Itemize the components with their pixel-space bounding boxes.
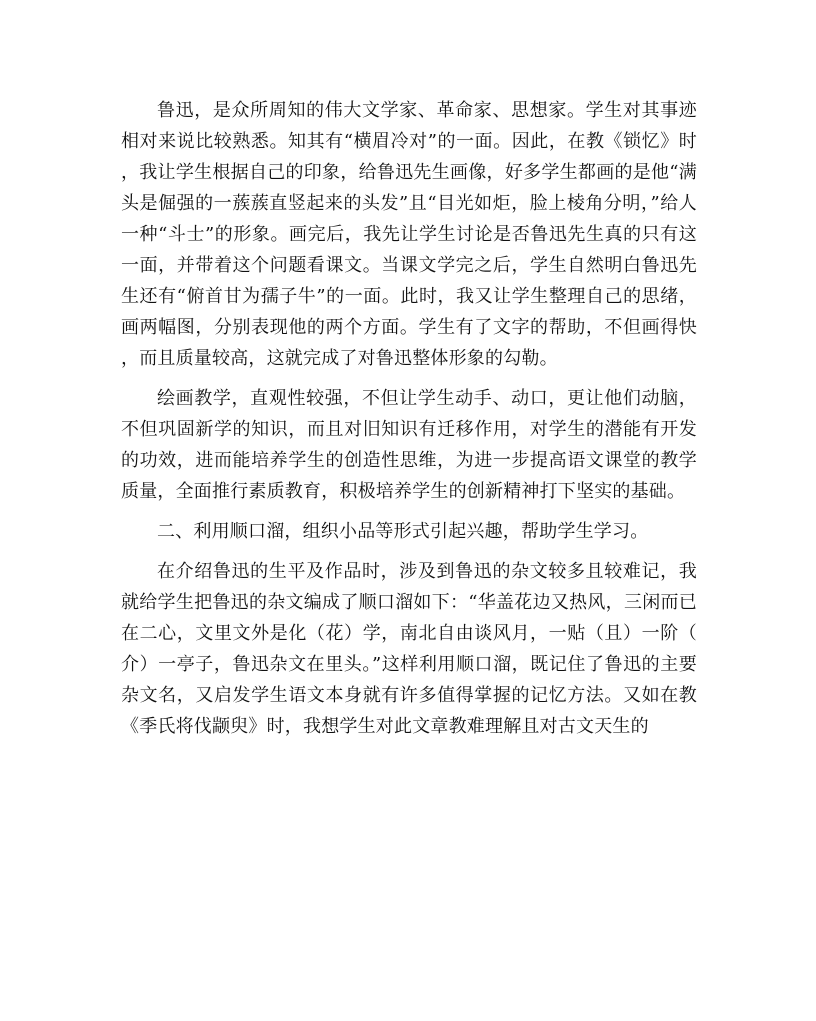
section-heading: 二、利用顺口溜，组织小品等形式引起兴趣，帮助学生学习。 (157, 521, 649, 542)
document-page (121, 95, 697, 742)
paragraph-rhyme-method: 在介绍鲁迅的生平及作品时，涉及到鲁迅的杂文较多且较难记，我就给学生把鲁迅的杂文编成了顺口溜如下：“华盖花边又热风，三闲而已在二心，文里文外是化（花）学，南北自由谈风月，一贴（且）一阶（介）一亭子，鲁迅杂文在里头。”这样利用顺口溜，既记住了鲁迅的主要杂文名，又启发学生语文本身就有许多值得掌握的记忆方法。又如在教《季氏将伐颛臾》时，我想学生对此文章教难理解且对古文天生的 (121, 561, 697, 737)
paragraph-lu-xun-portrait: 鲁迅，是众所周知的伟大文学家、革命家、思想家。学生对其事迹相对来说比较熟悉。知其有“横眉冷对”的一面。因此，在教《锁忆》时，我让学生根据自己的印象，给鲁迅先生画像，好多学生都画的是他“满头是倔强的一蔟蔟直竖起来的头发”且“目光如炬，脸上棱角分明，”给人一种“斗士”的形象。画完后，我先让学生讨论是否鲁迅先生真的只有这一面，并带着这个问题看课文。当课文学完之后，学生自然明白鲁迅先生还有“俯首甘为孺子牛”的一面。此时，我又让学生整理自己的思绪，画两幅图，分别表现他的两个方面。学生有了文字的帮助，不但画得快，而且质量较高，这就完成了对鲁迅整体形象的勾勒。 (121, 100, 697, 369)
paragraph-drawing-teaching: 绘画教学，直观性较强，不但让学生动手、动口，更让他们动脑，不但巩固新学的知识，而且对旧知识有迁移作用，对学生的潜能有开发的功效，进而能培养学生的创造性思维，为进一步提高语文课堂的教学质量，全面推行素质教育，积极培养学生的创新精神打下坚实的基础。 (121, 388, 697, 502)
